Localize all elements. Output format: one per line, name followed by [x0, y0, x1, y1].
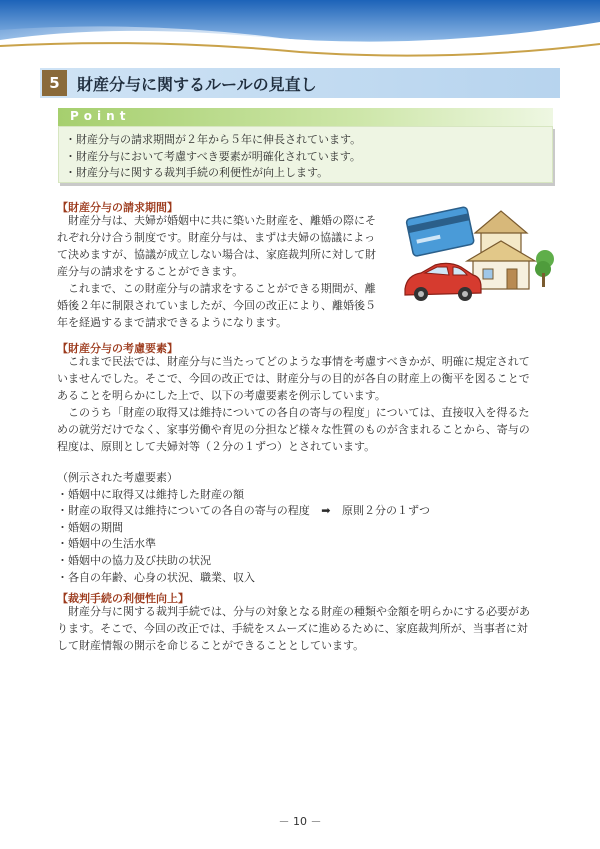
factors-list [57, 470, 430, 586]
text-line: いませんでした。そこで、今回の改正では、財産分与の目的が各自の財産上の衡平を図ることで [57, 372, 530, 385]
point-tab [58, 108, 553, 126]
text-line: ります。そこで、今回の改正では、手続をスムーズに進めるために、家庭裁判所が、当事者に対 [57, 622, 528, 635]
text-line: 産分与の請求をすることができます。 [57, 265, 244, 278]
paragraph-court-procedure [57, 603, 530, 654]
section-title: 財産分与に関するルールの見直し [77, 74, 317, 94]
section-number: 5 [42, 70, 67, 96]
list-item [57, 503, 430, 520]
text-line: あることを明らかにした上で、以下の考慮要素を例示しています。 [57, 389, 386, 402]
text-line: 財産分与に関する裁判手続では、分与の対象となる財産の種類や金額を明らかにする必要があ [57, 605, 530, 618]
paragraph-consideration-factors [57, 353, 530, 455]
property-illustration [403, 203, 555, 303]
arrow-right-icon: ➡ [321, 504, 331, 518]
text-line: これまで、この財産分与の請求をすることができる期間が、離 [57, 282, 376, 295]
text-line: れぞれ分け合う制度です。財産分与は、まずは夫婦の協議によっ [57, 231, 376, 244]
point-label: Point [70, 109, 131, 123]
factor-note: 原則２分の１ずつ [342, 504, 430, 518]
section-header [40, 68, 560, 98]
factors-intro: （例示された考慮要素） [57, 471, 178, 484]
list-item: ・婚姻中の協力及び扶助の状況 [57, 553, 211, 567]
heading-claim-period: 【財産分与の請求期間】 [57, 201, 178, 214]
point-item: ・財産分与の請求期間が２年から５年に伸長されています。 [65, 133, 362, 146]
text-line: このうち「財産の取得又は維持についての各自の寄与の程度」については、直接収入を得るた [57, 406, 530, 419]
list-item: ・婚姻中に取得又は維持した財産の額 [57, 487, 244, 501]
text-line: して財産情報の開示を命じることができることとしています。 [57, 639, 365, 652]
point-item: ・財産分与に関する裁判手続の利便性が向上します。 [65, 166, 329, 179]
list-item: ・婚姻の期間 [57, 520, 123, 534]
heading-court-procedure: 【裁判手続の利便性向上】 [57, 592, 189, 605]
point-box [58, 126, 553, 183]
list-item: ・婚姻中の生活水準 [57, 537, 156, 551]
text-line: 程度は、原則として夫婦対等（２分の１ずつ）とされています。 [57, 440, 376, 453]
page-number: － 10 － [278, 815, 322, 828]
point-item: ・財産分与において考慮すべき要素が明確化されています。 [65, 149, 361, 163]
list-item-text: ・財産の取得又は維持についての各自の寄与の程度 [57, 504, 310, 518]
text-line: て決めますが、協議が成立しない場合は、家庭裁判所に対して財 [57, 248, 376, 261]
text-line: 年を経過するまで請求できるようになります。 [57, 316, 288, 329]
text-line: めの就労だけでなく、家事労働や育児の分担など様々な性質のものが含まれることから、寄与の [57, 423, 530, 436]
header-wave-decoration [0, 0, 600, 62]
text-line: 婚後２年に制限されていましたが、今回の改正により、離婚後５ [57, 299, 376, 312]
heading-consideration-factors: 【財産分与の考慮要素】 [57, 342, 178, 355]
list-item: ・各自の年齢、心身の状況、職業、収入 [57, 570, 255, 584]
text-line: これまで民法では、財産分与に当たってどのような事情を考慮すべきかが、明確に規定されて [57, 355, 530, 368]
paragraph-claim-period [57, 212, 376, 331]
text-line: 財産分与は、夫婦が婚姻中に共に築いた財産を、離婚の際にそ [57, 214, 376, 227]
